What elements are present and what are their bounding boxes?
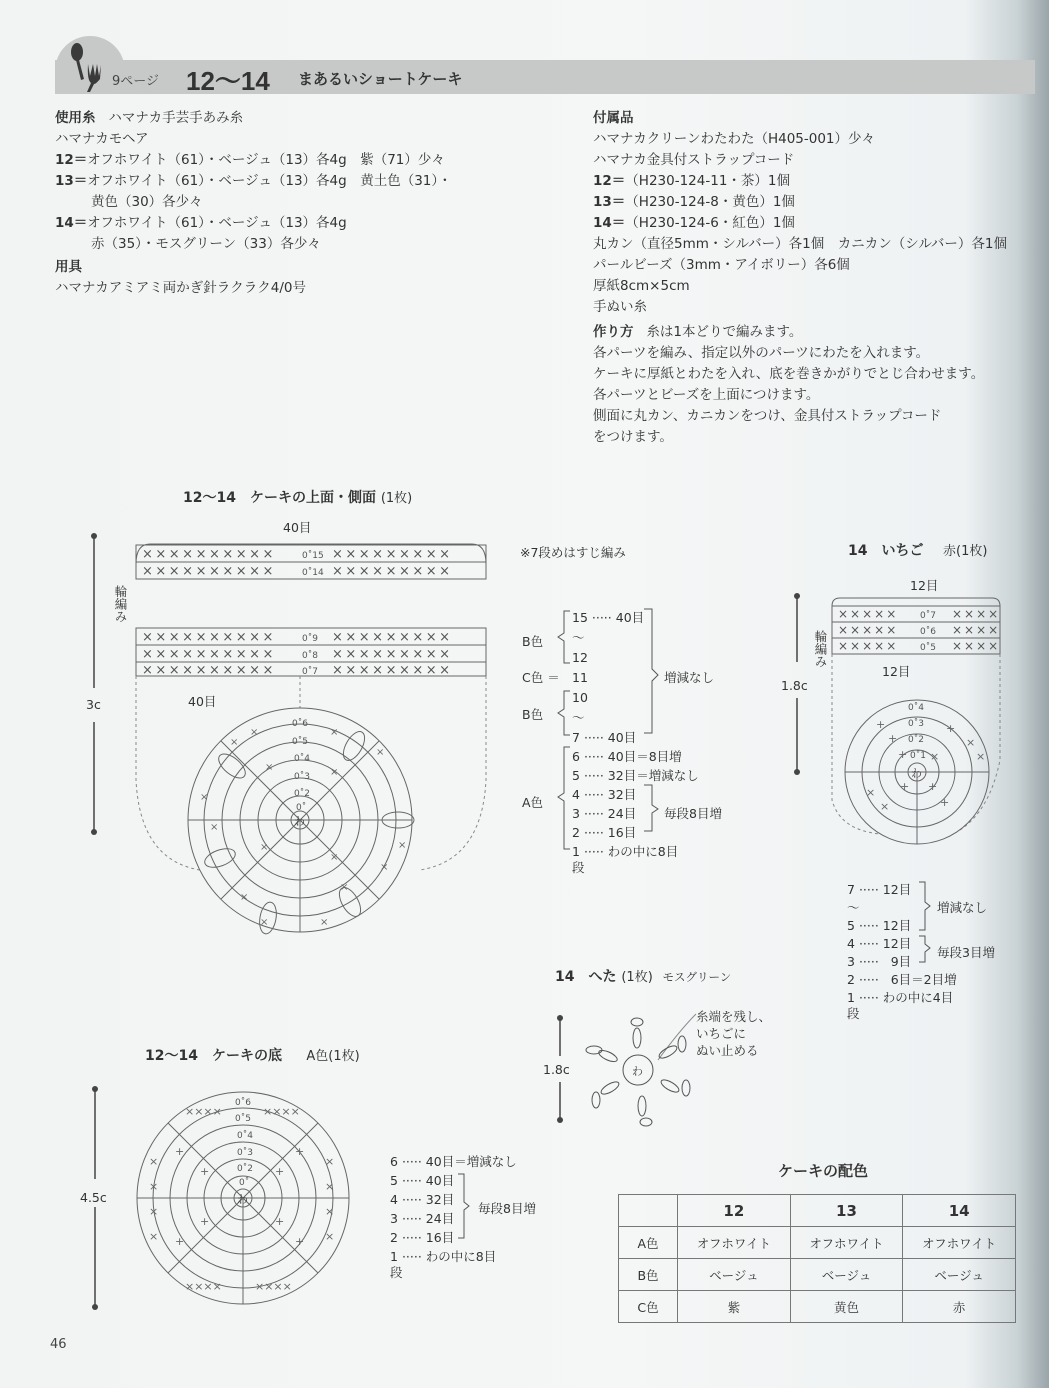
yarn-line: 赤（35）・モスグリーン（33）各少々 xyxy=(91,236,321,252)
svg-text:+: + xyxy=(175,1235,185,1248)
tools-text: ハマナカアミアミ両かぎ針ラクラク4/0号 xyxy=(55,280,306,296)
svg-text:0˚8: 0˚8 xyxy=(302,651,318,661)
svg-text:+: + xyxy=(946,722,956,735)
svg-text:+: + xyxy=(876,718,886,731)
svg-text:×: × xyxy=(250,727,259,738)
svg-text:0˚6: 0˚6 xyxy=(292,719,308,729)
strawberry-brackets xyxy=(915,878,945,978)
svg-text:0˚7: 0˚7 xyxy=(302,667,318,677)
round-knit-label: 輪編み xyxy=(113,585,128,623)
method-step: ケーキに厚紙とわたを入れ、底を巻きかがりでとじ合わせます。 xyxy=(593,366,985,382)
method-step: 各パーツを編み、指定以外のパーツにわたを入れます。 xyxy=(593,345,930,361)
svg-text:××××××××××: ×××××××××× xyxy=(142,547,276,562)
method-step: 側面に丸カン、カニカンをつけ、金具付ストラップコード xyxy=(593,408,942,424)
svg-text:0˚5: 0˚5 xyxy=(292,737,308,747)
strawberry-title: 14 いちご 赤(1枚) xyxy=(848,543,988,559)
svg-text:×: × xyxy=(149,1155,159,1168)
svg-text:×: × xyxy=(325,1230,335,1243)
svg-text:0˚5: 0˚5 xyxy=(920,643,936,653)
cake-height-label: 3c xyxy=(86,697,101,712)
calyx-note: 糸端を残し、 いちごに ぬい止める xyxy=(696,1009,772,1058)
cake-top-title: 12〜14 ケーキの上面・側面 (1枚) xyxy=(183,490,413,506)
svg-text:×: × xyxy=(149,1205,159,1218)
svg-text:×: × xyxy=(320,917,329,928)
strawberry-top-count: 12目 xyxy=(910,578,939,593)
spoon-fork-icon xyxy=(66,40,110,96)
svg-text:×: × xyxy=(265,762,274,773)
calyx-chart xyxy=(550,1010,710,1130)
svg-text:×: × xyxy=(880,800,890,813)
method-intro: 糸は1本どりで編みます。 xyxy=(646,324,803,340)
table-row: A色 オフホワイト オフホワイト オフホワイト xyxy=(619,1227,1016,1259)
accessory-line: 12＝（H230-124-11・茶）1個 xyxy=(593,173,790,189)
svg-text:わ: わ xyxy=(237,1193,248,1206)
svg-text:×: × xyxy=(325,1205,335,1218)
svg-text:×××××××××: ××××××××× xyxy=(332,663,453,678)
cake-top-stitch-count: 40目 xyxy=(283,520,312,535)
svg-text:×: × xyxy=(930,750,940,763)
svg-text:×: × xyxy=(330,727,339,738)
svg-text:+: + xyxy=(928,780,938,793)
table-header-row: 12 13 14 xyxy=(619,1195,1016,1227)
yarn-brand: ハマナカ手芸手あみ糸 xyxy=(108,110,244,126)
color-scheme-table xyxy=(618,1194,1016,1323)
pattern-title: まあるいショートケーキ xyxy=(298,70,463,88)
svg-text:0˚6: 0˚6 xyxy=(235,1098,251,1108)
svg-text:0˚: 0˚ xyxy=(239,1178,250,1188)
yarn-line: 13＝オフホワイト（61）・ベージュ（13）各4g 黄土色（31）・ xyxy=(55,173,452,189)
svg-text:×: × xyxy=(149,1230,159,1243)
svg-text:+: + xyxy=(275,1165,285,1178)
svg-text:×: × xyxy=(149,1180,159,1193)
svg-text:×: × xyxy=(325,1180,335,1193)
svg-text:×××××: ××××× xyxy=(838,607,899,621)
svg-text:×××××: ××××× xyxy=(838,639,899,653)
table-row: C色 紫 黄色 赤 xyxy=(619,1291,1016,1323)
svg-text:××××: ×××× xyxy=(263,1105,300,1118)
svg-text:0˚2: 0˚2 xyxy=(294,789,310,799)
cake-top-chart xyxy=(80,530,520,970)
page-number: 46 xyxy=(50,1337,67,1352)
cake-note: ※7段めはすじ編み xyxy=(520,545,626,560)
svg-text:+: + xyxy=(200,1215,210,1228)
svg-text:×: × xyxy=(376,747,385,758)
yarn-line: 14＝オフホワイト（61）・ベージュ（13）各4g xyxy=(55,215,347,231)
svg-text:×: × xyxy=(398,840,407,851)
svg-text:+: + xyxy=(295,1235,305,1248)
table-row: B色 ベージュ ベージュ ベージュ xyxy=(619,1259,1016,1291)
accessory-line: 手ぬい糸 xyxy=(593,299,647,315)
svg-text:×: × xyxy=(200,792,209,803)
cake-bottom-title: 12〜14 ケーキの底 A色(1枚) xyxy=(145,1048,360,1064)
svg-text:0˚5: 0˚5 xyxy=(235,1114,251,1124)
calyx-title: 14 へた (1枚) モスグリーン xyxy=(555,969,732,985)
svg-text:+: + xyxy=(175,1145,185,1158)
svg-text:×: × xyxy=(210,822,219,833)
strawberry-chart xyxy=(780,590,1030,850)
svg-text:×: × xyxy=(260,842,269,853)
svg-text:×××××××××: ××××××××× xyxy=(332,547,453,562)
accessory-line: 厚紙8cm×5cm xyxy=(593,278,690,294)
svg-text:××××: ×××× xyxy=(952,607,1001,621)
strawberry-bottom-count: 12目 xyxy=(882,664,911,679)
svg-text:0˚2: 0˚2 xyxy=(908,735,924,745)
cake-bottom-chart xyxy=(85,1085,385,1315)
svg-text:××××: ×××× xyxy=(185,1105,222,1118)
accessories-section xyxy=(593,108,1007,448)
svg-text:×: × xyxy=(976,750,986,763)
svg-text:×: × xyxy=(260,917,269,928)
svg-text:×: × xyxy=(325,1155,335,1168)
svg-text:+: + xyxy=(275,1215,285,1228)
strawberry-height: 1.8c xyxy=(781,678,808,693)
svg-text:0˚15: 0˚15 xyxy=(302,551,324,561)
svg-text:+: + xyxy=(888,732,898,745)
svg-text:×××××××××: ××××××××× xyxy=(332,647,453,662)
svg-text:+: + xyxy=(900,780,910,793)
svg-text:わ: わ xyxy=(911,767,922,780)
svg-text:0˚9: 0˚9 xyxy=(302,634,318,644)
svg-text:わ: わ xyxy=(632,1065,643,1078)
svg-text:0˚3: 0˚3 xyxy=(908,719,924,729)
svg-text:××××: ×××× xyxy=(952,623,1001,637)
svg-text:××××: ×××× xyxy=(952,639,1001,653)
svg-text:×: × xyxy=(240,892,249,903)
cake-bottom-bracket xyxy=(456,1170,486,1250)
page-reference: 9ページ xyxy=(112,74,160,89)
cake-side-stitch-count: 40目 xyxy=(188,694,217,709)
svg-text:わ: わ xyxy=(294,815,305,828)
svg-text:0˚4: 0˚4 xyxy=(908,703,924,713)
yarn-line: 黄色（30）各少々 xyxy=(91,194,203,210)
svg-text:0˚3: 0˚3 xyxy=(237,1148,253,1158)
svg-text:+: + xyxy=(898,748,908,761)
accessories-heading: 付属品 xyxy=(593,110,634,126)
svg-text:××××: ×××× xyxy=(255,1280,292,1293)
svg-text:0˚: 0˚ xyxy=(296,803,307,813)
svg-text:×: × xyxy=(340,882,349,893)
svg-text:0˚4: 0˚4 xyxy=(294,754,310,764)
svg-text:×××××××××: ××××××××× xyxy=(332,564,453,579)
svg-text:0˚6: 0˚6 xyxy=(920,627,936,637)
yarn-line: 12＝オフホワイト（61）・ベージュ（13）各4g 紫（71）少々 xyxy=(55,152,445,168)
materials-section xyxy=(55,108,452,299)
cake-top-brackets xyxy=(520,605,670,865)
svg-text:×××××××××: ××××××××× xyxy=(332,630,453,645)
accessory-line: ハマナカクリーンわたわた（H405-001）少々 xyxy=(593,131,876,147)
svg-text:×: × xyxy=(966,736,976,749)
color-table-title: ケーキの配色 xyxy=(778,1162,869,1180)
svg-text:0˚7: 0˚7 xyxy=(920,611,936,621)
svg-text:0˚2: 0˚2 xyxy=(237,1164,253,1174)
svg-text:×: × xyxy=(866,786,876,799)
svg-text:0˚4: 0˚4 xyxy=(237,1131,253,1141)
svg-text:0˚3: 0˚3 xyxy=(294,772,310,782)
accessory-line: ハマナカ金具付ストラップコード xyxy=(593,152,795,168)
accessory-line: 13＝（H230-124-8・黄色）1個 xyxy=(593,194,795,210)
svg-text:×××××: ××××× xyxy=(838,623,899,637)
svg-text:+: + xyxy=(200,1165,210,1178)
tools-heading: 用具 xyxy=(55,259,82,275)
svg-text:××××××××××: ×××××××××× xyxy=(142,564,276,579)
yarn-heading: 使用糸 xyxy=(55,110,96,126)
svg-text:+: + xyxy=(295,1145,305,1158)
item-numbers: 12〜14 xyxy=(186,66,270,96)
svg-text:××××××××××: ×××××××××× xyxy=(142,647,276,662)
accessory-line: 丸カン（直径5mm・シルバー）各1個 カニカン（シルバー）各1個 xyxy=(593,236,1008,252)
method-heading: 作り方 xyxy=(593,324,634,340)
svg-text:×: × xyxy=(330,767,339,778)
method-step: 各パーツとビーズを上面につけます。 xyxy=(593,387,820,403)
svg-text:0˚1: 0˚1 xyxy=(910,751,926,761)
svg-text:×: × xyxy=(330,852,339,863)
accessory-line: パールビーズ（3mm・アイボリー）各6個 xyxy=(593,257,850,273)
svg-text:××××: ×××× xyxy=(185,1280,222,1293)
svg-text:××××××××××: ×××××××××× xyxy=(142,630,276,645)
svg-text:+: + xyxy=(940,796,950,809)
cake-bottom-height: 4.5c xyxy=(80,1190,107,1205)
accessory-line: 14＝（H230-124-6・紅色）1個 xyxy=(593,215,795,231)
yarn-name: ハマナカモヘア xyxy=(55,131,149,147)
svg-text:×: × xyxy=(380,862,389,873)
method-step: をつけます。 xyxy=(593,429,673,445)
svg-text:×: × xyxy=(230,737,239,748)
strawberry-round-label: 輪編み xyxy=(813,630,828,668)
svg-text:××××××××××: ×××××××××× xyxy=(142,663,276,678)
calyx-height: 1.8c xyxy=(543,1062,570,1077)
svg-text:0˚14: 0˚14 xyxy=(302,568,324,578)
